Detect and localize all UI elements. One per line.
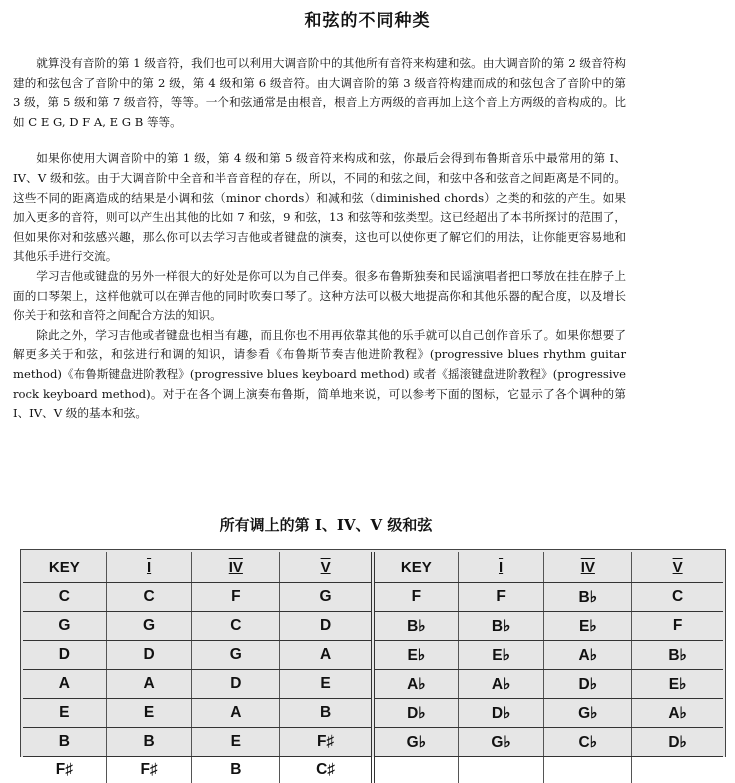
chord-cell: B bbox=[280, 699, 373, 728]
chord-cell: A bbox=[192, 699, 280, 728]
chord-cell: A♭ bbox=[373, 670, 458, 699]
table-row bbox=[23, 699, 723, 728]
chord-cell: C♯ bbox=[280, 757, 373, 783]
chord-cell: B♭ bbox=[458, 612, 544, 641]
paragraph-1: 就算没有音阶的第 1 级音符，我们也可以利用大调音阶中的其他所有音符来构建和弦。由大调音阶的第 2 级音符构建的和弦包含了音阶中的第 2 级，第 4 级和第 6 级音符。由大调音阶的第 3 级音符构建而成的和弦包含了音阶中的第 3 级，第 5 级和第 7 级音符，等等。一个和弦通常是由根音，根音上方两级的音再加上这个音上方两级的音构成的。比如 C E G, D F A, E G B 等等。 bbox=[13, 54, 626, 132]
chord-cell: B♭ bbox=[373, 612, 458, 641]
page-title: 和弦的不同种类 bbox=[0, 6, 735, 31]
chord-cell: G bbox=[23, 612, 106, 641]
chord-cell: G♭ bbox=[458, 728, 544, 757]
chord-cell: A♭ bbox=[544, 641, 632, 670]
chord-cell: F bbox=[458, 583, 544, 612]
table-row bbox=[23, 728, 723, 757]
chord-cell bbox=[373, 757, 458, 783]
chord-cell: G bbox=[192, 641, 280, 670]
chord-cell: D bbox=[106, 641, 192, 670]
chord-cell: E bbox=[106, 699, 192, 728]
chord-cell bbox=[632, 757, 723, 783]
chord-cell: A bbox=[280, 641, 373, 670]
chord-cell: B bbox=[23, 728, 106, 757]
chord-cell: C bbox=[632, 583, 723, 612]
header-i-right: I bbox=[499, 559, 503, 576]
chord-cell: E♭ bbox=[544, 612, 632, 641]
chord-cell: E bbox=[23, 699, 106, 728]
chord-cell: A♭ bbox=[458, 670, 544, 699]
chord-cell: A bbox=[23, 670, 106, 699]
table-header-row bbox=[23, 552, 723, 583]
chord-cell: B bbox=[106, 728, 192, 757]
chord-cell: D♭ bbox=[544, 670, 632, 699]
table-row bbox=[23, 670, 723, 699]
table-row bbox=[23, 583, 723, 612]
chord-cell: F♯ bbox=[280, 728, 373, 757]
paragraph-4: 除此之外，学习吉他或者键盘也相当有趣，而且你也不用再依靠其他的乐手就可以自己创作音乐了。如果你想要了解更多关于和弦，和弦进行和调的知识，请参看《布鲁斯节奏吉他进阶教程》(progressive blues rhythm guitar method)《布鲁斯键盘进阶教程》(progressive blues keyboard method) 或者《摇滚键盘进阶教程》(progressive rock keyboard method)。对于在各个调上演奏布鲁斯，简单地来说，可以参考下面的图标，它显示了各个调种的第 I、IV、V 级的基本和弦。 bbox=[13, 326, 626, 424]
chord-cell: A bbox=[106, 670, 192, 699]
chord-cell: B♭ bbox=[544, 583, 632, 612]
chord-cell: F bbox=[373, 583, 458, 612]
chord-cell: C♭ bbox=[544, 728, 632, 757]
chord-chart bbox=[20, 549, 726, 757]
chord-cell: E♭ bbox=[373, 641, 458, 670]
paragraph-2: 如果你使用大调音阶中的第 1 级，第 4 级和第 5 级音符来构成和弦，你最后会得到布鲁斯音乐中最常用的第 I、IV、V 级和弦。由于大调音阶中全音和半音音程的存在，所以，不同的和弦之间，和弦中各和弦音之间距离是不同的。这些不同的距离造成的结果是小调和弦（minor chords）和减和弦（diminished chords）之类的和弦的产生。如果加入更多的音符，则可以产生出其他的比如 7 和弦，9 和弦，13 和弦等和弦类型。这已经超出了本书所探讨的范围了，但如果你对和弦感兴趣，那么你可以去学习吉他或者键盘的演奏，这也可以使你更了解它们的用法，让你能更容易地和其他乐手进行交流。 bbox=[13, 149, 626, 267]
chord-cell: F bbox=[632, 612, 723, 641]
header-key-right: KEY bbox=[373, 552, 458, 583]
chord-cell: E bbox=[280, 670, 373, 699]
chord-cell bbox=[544, 757, 632, 783]
chord-cell: F♯ bbox=[23, 757, 106, 783]
chord-cell: D bbox=[192, 670, 280, 699]
chord-cell: D bbox=[23, 641, 106, 670]
chord-cell: C bbox=[23, 583, 106, 612]
header-iv-left: IV bbox=[229, 559, 243, 576]
chord-cell: E♭ bbox=[458, 641, 544, 670]
chord-table bbox=[23, 552, 723, 783]
chord-cell: C bbox=[106, 583, 192, 612]
chord-cell: G bbox=[280, 583, 373, 612]
table-row bbox=[23, 612, 723, 641]
chord-cell: B♭ bbox=[632, 641, 723, 670]
chord-cell: B bbox=[192, 757, 280, 783]
header-key-left: KEY bbox=[23, 552, 106, 583]
chord-cell: D♭ bbox=[458, 699, 544, 728]
chord-cell: G♭ bbox=[544, 699, 632, 728]
chord-cell: F♯ bbox=[106, 757, 192, 783]
paragraph-3: 学习吉他或键盘的另外一样很大的好处是你可以为自己伴奏。很多布鲁斯独奏和民谣演唱者把口琴放在挂在脖子上面的口琴架上，这样他就可以在弹吉他的同时吹奏口琴了。这种方法可以极大地提高你和其他乐器的配合度，以及增长你关于和弦和音符之间配合方法的知识。 bbox=[13, 267, 626, 326]
table-row bbox=[23, 641, 723, 670]
header-v-left: V bbox=[321, 559, 331, 576]
chord-cell bbox=[458, 757, 544, 783]
chord-cell: D bbox=[280, 612, 373, 641]
chord-cell: A♭ bbox=[632, 699, 723, 728]
chord-cell: G♭ bbox=[373, 728, 458, 757]
table-row bbox=[23, 757, 723, 783]
chord-cell: D♭ bbox=[373, 699, 458, 728]
chord-cell: E♭ bbox=[632, 670, 723, 699]
table-title: 所有调上的第 I、IV、V 级和弦 bbox=[0, 514, 652, 535]
chord-cell: D♭ bbox=[632, 728, 723, 757]
header-v-right: V bbox=[673, 559, 683, 576]
chord-cell: G bbox=[106, 612, 192, 641]
chord-cell: E bbox=[192, 728, 280, 757]
header-i-left: I bbox=[147, 559, 151, 576]
chord-cell: F bbox=[192, 583, 280, 612]
body-text bbox=[13, 54, 626, 424]
chord-cell: C bbox=[192, 612, 280, 641]
header-iv-right: IV bbox=[581, 559, 595, 576]
